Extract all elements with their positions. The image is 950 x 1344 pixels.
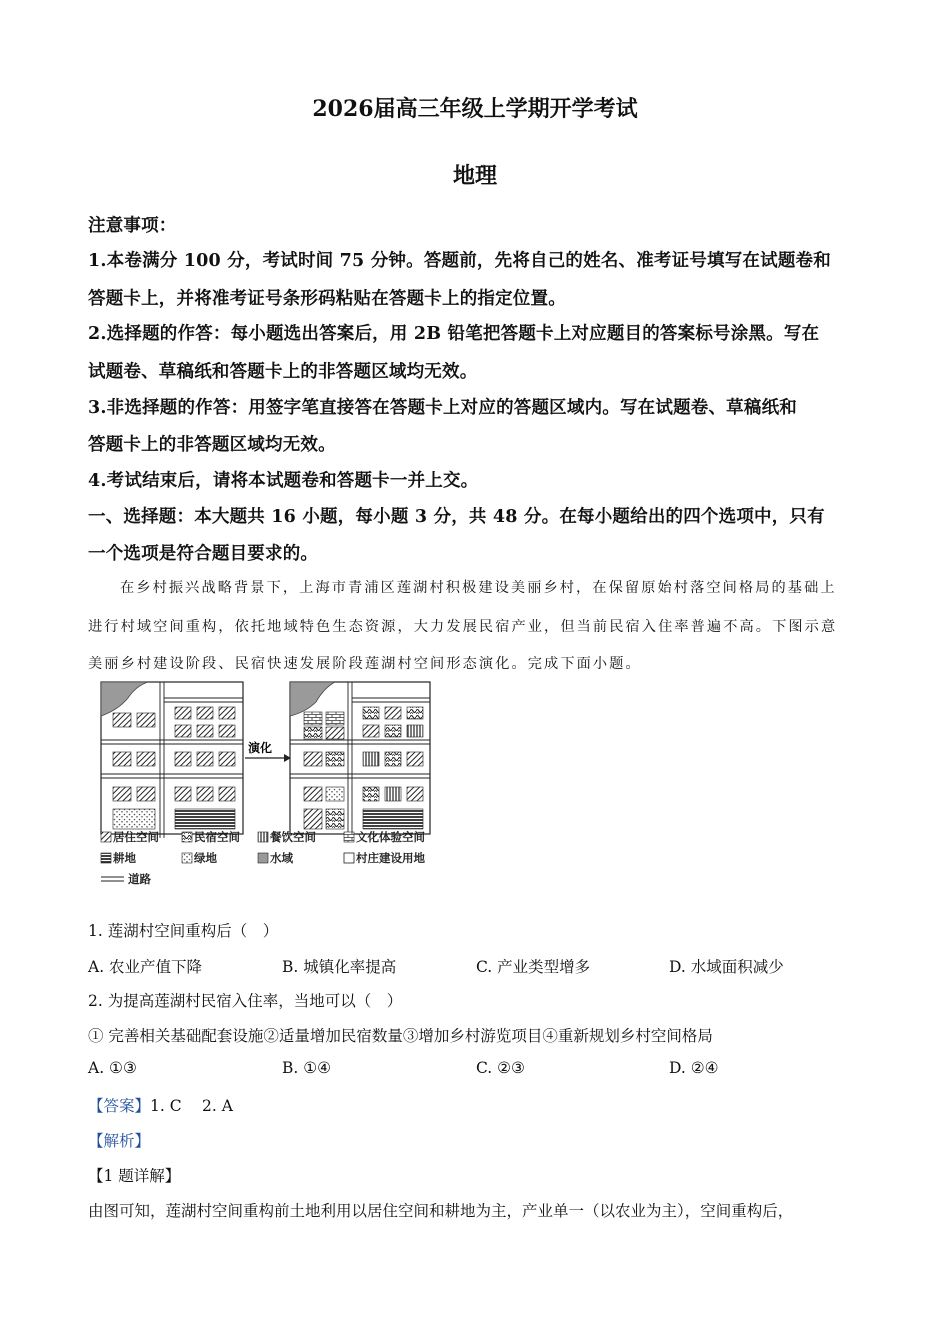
legend-farmland: 耕地: [113, 851, 136, 865]
evolution-arrow: [245, 740, 291, 762]
notice-item-2-line-1: 2.选择题的作答：每小题选出答案后，用 2B 铅笔把答题卡上对应题目的答案标号涂黑。写在: [88, 324, 820, 344]
question-1-option-d: D. 水域面积减少: [669, 958, 784, 976]
legend-greenland: 绿地: [194, 851, 217, 865]
question-1-option-a: A. 农业产值下降: [88, 958, 203, 976]
question-2-option-b: B. ①④: [282, 1059, 332, 1077]
legend-road: 道路: [128, 872, 151, 886]
notice-item-3-line-1: 3.非选择题的作答：用签字笔直接答在答题卡上对应的答题区域内。写在试题卷、草稿纸和: [88, 398, 797, 418]
answer-line: [88, 1094, 868, 1116]
figure-legend: [101, 830, 425, 886]
analysis-detail-label: 【1 题详解】: [88, 1167, 181, 1185]
section-heading-line-1: 一、选择题：本大题共 16 小题，每小题 3 分，共 48 分。在每小题给出的四个选项中，只有: [88, 507, 825, 527]
analysis-text: 由图可知，莲湖村空间重构前土地利用以居住空间和耕地为主，产业单一（以农业为主），空间重构后，: [88, 1202, 794, 1220]
question-2-choices: ① 完善相关基础配套设施②适量增加民宿数量③增加乡村游览项目④重新规划乡村空间格局: [88, 1027, 713, 1045]
legend-dining: 餐饮空间: [270, 830, 316, 844]
passage-line-1: 在乡村振兴战略背景下，上海市青浦区莲湖村积极建设美丽乡村，在保留原始村落空间格局的基础上: [120, 580, 837, 596]
passage-line-2: 进行村域空间重构，依托地域特色生态资源，大力发展民宿产业，但当前民宿入住率普遍不高。下图示意: [88, 619, 838, 635]
legend-village: 村庄建设用地: [356, 851, 425, 865]
legend-residential: 居住空间: [113, 830, 159, 844]
village-evolution-figure: [98, 678, 446, 893]
passage-line-3: 美丽乡村建设阶段、民宿快速发展阶段莲湖村空间形态演化。完成下面小题。: [88, 656, 642, 672]
question-1-option-b: B. 城镇化率提高: [282, 958, 397, 976]
map-after: [290, 682, 430, 838]
legend-homestay: 民宿空间: [194, 830, 240, 844]
subject-title: 地理: [452, 163, 497, 189]
exam-title: 2026届高三年级上学期开学考试: [312, 96, 638, 122]
notice-item-4: 4.考试结束后，请将本试题卷和答题卡一并上交。: [88, 471, 479, 491]
notice-item-1-line-2: 答题卡上，并将准考证号条形码粘贴在答题卡上的指定位置。: [88, 289, 566, 309]
answer-text: 1. C 2. A: [150, 1097, 233, 1115]
question-2-option-c: C. ②③: [476, 1059, 525, 1077]
question-1-stem: 1. 莲湖村空间重构后（ ）: [88, 922, 279, 940]
arrow-label: 演化: [248, 741, 273, 755]
map-before: [101, 682, 243, 838]
notice-heading: 注意事项：: [88, 216, 177, 236]
question-2-stem: 2. 为提高莲湖村民宿入住率，当地可以（ ）: [88, 992, 403, 1010]
village-evolution-diagram: [98, 678, 446, 893]
notice-item-1-line-1: 1.本卷满分 100 分，考试时间 75 分钟。答题前，先将自己的姓名、准考证号填写在试题卷和: [88, 251, 831, 271]
question-2-option-d: D. ②④: [669, 1059, 719, 1077]
section-heading-line-2: 一个选项是符合题目要求的。: [88, 544, 319, 564]
notice-item-2-line-2: 试题卷、草稿纸和答题卡上的非答题区域均无效。: [88, 362, 478, 382]
legend-culture: 文化体验空间: [356, 830, 425, 844]
question-2-option-a: A. ①③: [88, 1059, 137, 1077]
notice-item-3-line-2: 答题卡上的非答题区域均无效。: [88, 435, 336, 455]
question-1-option-c: C. 产业类型增多: [476, 958, 591, 976]
analysis-label: 【解析】: [88, 1132, 151, 1150]
legend-water: 水域: [270, 851, 293, 865]
answer-label: 【答案】: [88, 1097, 151, 1115]
